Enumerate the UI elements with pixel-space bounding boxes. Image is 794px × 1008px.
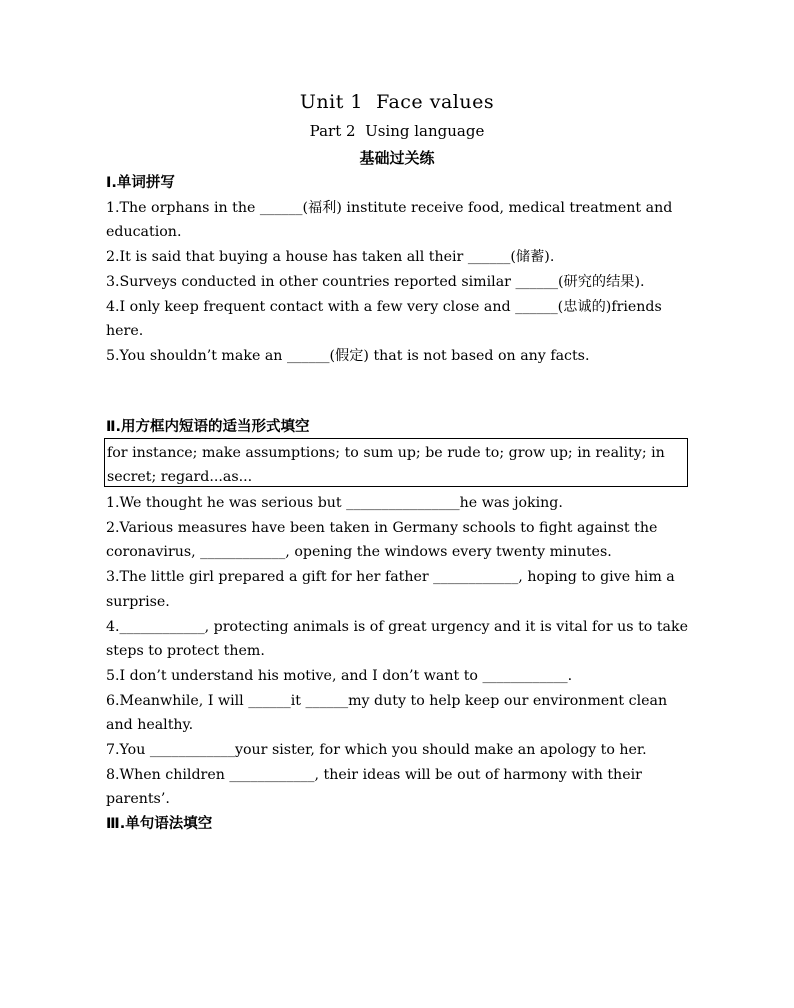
question-item: 2.It is said that buying a house has taken all their ______(储蓄). (106, 249, 555, 266)
section-title: Ⅱ.用方框内短语的适当形式填空 (106, 419, 310, 435)
question-item: 4.____________, protecting animals is of great urgency and it is vital for us to take steps to protect them. (106, 618, 688, 660)
phrase-box: for instance; make assumptions; to sum up; be rude to; grow up; in reality; in secret; regard...as... (104, 438, 688, 487)
section-phrase-questions (106, 491, 690, 837)
exercise-heading: 基础过关练 (359, 149, 435, 167)
section-title: Ⅲ.单句语法填空 (106, 816, 213, 833)
question-item: 3.Surveys conducted in other countries reported similar ______(研究的结果). (106, 273, 645, 290)
question-item: 4.I only keep frequent contact with a few very close and ______(忠诚的)friends here. (106, 298, 662, 340)
section-phrase-fill (106, 415, 690, 440)
question-item: 5.You shouldn’t make an ______(假定) that is not based on any facts. (106, 347, 590, 364)
question-item: 2.Various measures have been taken in Germany schools to fight against the coronavirus, ____________, opening the windows every twenty minutes. (106, 519, 658, 561)
question-item: 1.The orphans in the ______(福利) institute receive food, medical treatment and education. (106, 199, 673, 241)
question-item: 3.The little girl prepared a gift for her father ____________, hoping to give him a surprise. (106, 569, 675, 610)
document-subtitle: Part 2 Using language (309, 122, 485, 140)
document-title: Unit 1 Face values (299, 91, 495, 113)
question-item: 1.We thought he was serious but ________________he was joking. (106, 495, 563, 511)
section-word-spelling (106, 171, 690, 369)
question-item: 6.Meanwhile, I will ______it ______my duty to help keep our environment clean and healthy. (106, 692, 668, 734)
question-item: 8.When children ____________, their ideas will be out of harmony with their parents’. (106, 766, 642, 808)
section-title: Ⅰ.单词拼写 (106, 175, 175, 191)
question-item: 5.I don’t understand his motive, and I don’t want to ____________. (106, 667, 573, 684)
question-item: 7.You ____________your sister, for which you should make an apology to her. (106, 742, 647, 759)
